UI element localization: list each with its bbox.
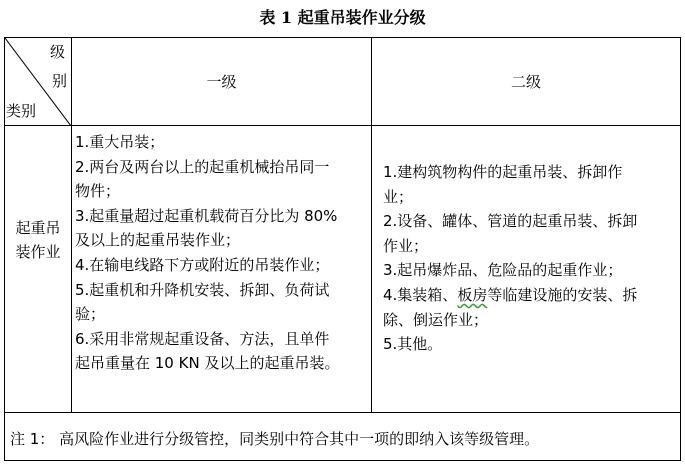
list-item: 3.起吊爆炸品、危险品的起重作业；	[383, 261, 623, 280]
category-line-2: 装作业	[15, 243, 61, 261]
list-item: 3.起重量超过起重机载荷百分比为 80%	[75, 206, 338, 225]
list-item: 5.起重机和升降机安装、拆卸、负荷试	[75, 280, 330, 299]
list-item: 1.重大吊装；	[75, 133, 165, 151]
list-item: 5.其他。	[383, 335, 443, 354]
header-divider	[5, 125, 680, 126]
list-item: 作业；	[383, 236, 429, 255]
list-item-part: 4.集装箱、	[383, 285, 458, 304]
header-category-label: 类别	[6, 102, 37, 120]
category-line-1: 起重吊	[15, 219, 61, 237]
list-item: 6.采用非常规起重设备、方法，且单件	[75, 329, 330, 348]
grading-table	[4, 37, 681, 461]
list-item-part: 等临建设施的安装、拆	[487, 285, 638, 304]
header-level-char-2: 别	[52, 72, 68, 90]
header-level-one: 一级	[206, 73, 237, 91]
list-item: 物件；	[75, 182, 121, 201]
list-item: 1.建构筑物构件的起重吊装、拆卸作	[383, 163, 623, 181]
list-item: 业；	[383, 187, 414, 206]
level-one-list	[75, 130, 339, 376]
header-level-two: 二级	[510, 73, 541, 91]
table-title: 表 1 起重吊装作业分级	[259, 8, 426, 27]
table-note: 注 1： 高风险作业进行分级管控，同类别中符合其中一项的即纳入该等级管理。	[10, 430, 540, 448]
list-item: 及以上的起重吊装作业；	[75, 231, 241, 250]
level-column-divider	[371, 38, 372, 412]
list-item: 2.两台及两台以上的起重机械抬吊同一	[75, 157, 330, 176]
list-item: 2.设备、罐体、管道的起重吊装、拆卸	[383, 212, 638, 231]
list-item: 起吊重量在 10 KN 及以上的起重吊装。	[75, 354, 340, 373]
list-item	[383, 283, 637, 308]
header-level-char-1: 级	[50, 43, 66, 61]
list-item: 4.在输电线路下方或附近的吊装作业；	[75, 255, 330, 274]
category-column-divider	[71, 38, 72, 412]
list-item: 除、倒运作业；	[383, 310, 489, 329]
category-cell	[5, 216, 71, 264]
level-two-list	[383, 160, 637, 357]
spellcheck-underlined-word: 板房	[457, 285, 488, 304]
note-divider	[5, 412, 680, 413]
list-item: 验；	[75, 305, 106, 324]
